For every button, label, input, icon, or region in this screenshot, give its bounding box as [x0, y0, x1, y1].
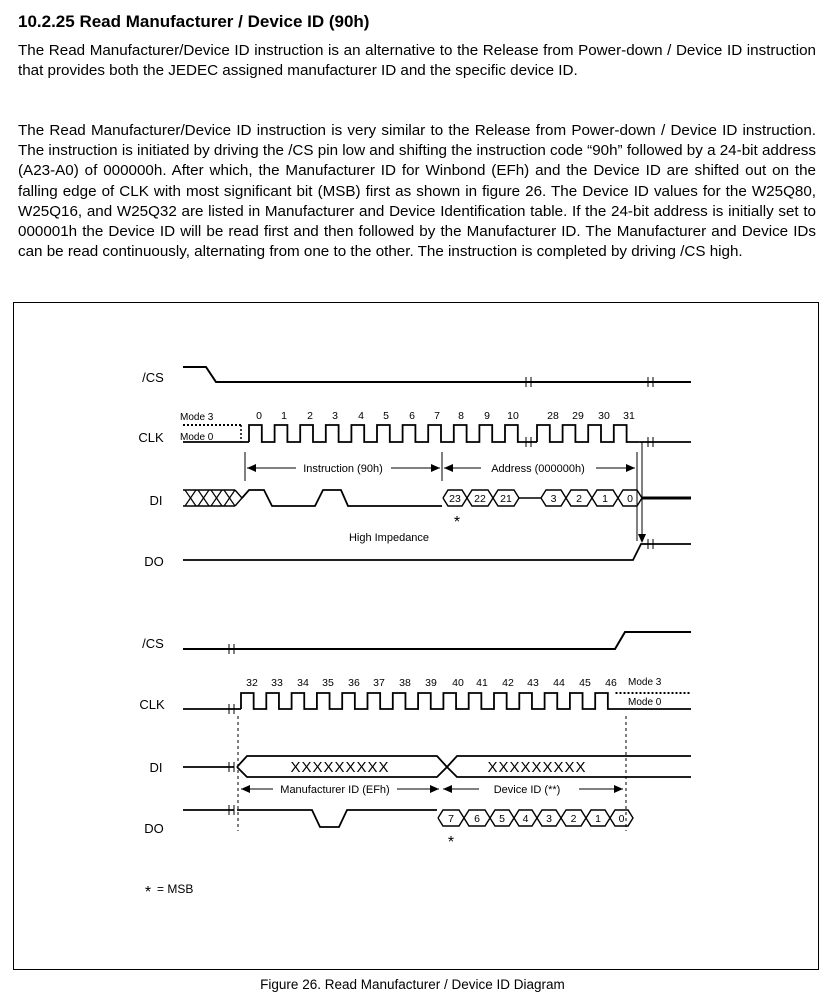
address-bit-label: 1: [602, 493, 608, 505]
device-bit-label: 0: [618, 813, 625, 825]
clock-number-bottom: 35: [322, 677, 334, 689]
instruction-arrowhead-right: [431, 464, 440, 472]
clock-number-top: 31: [623, 410, 635, 422]
device-bit-label: 4: [522, 813, 529, 825]
clock-number-bottom: 32: [246, 677, 258, 689]
msb-mark-top: *: [453, 514, 461, 531]
clock-number-top: 29: [572, 410, 584, 422]
cs-waveform-bottom: [183, 632, 691, 649]
section-heading: 10.2.25 Read Manufacturer / Device ID (90h): [18, 12, 370, 31]
clk-pulses-top-a: [249, 425, 531, 442]
device-arrowhead-left: [443, 785, 452, 793]
clock-number-bottom: 46: [605, 677, 617, 689]
device-id-label: Device ID (**): [493, 784, 561, 796]
clock-number-top: 6: [409, 410, 415, 422]
clock-number-bottom: 38: [399, 677, 411, 689]
mode0-label-bottom: Mode 0: [628, 697, 662, 708]
do-label-top: DO: [144, 554, 164, 569]
clock-number-bottom: 34: [297, 677, 309, 689]
address-bit-label: 21: [500, 493, 512, 505]
figure-frame: [13, 302, 819, 970]
mode0-label-top: Mode 0: [180, 432, 214, 443]
di-dont-care-device: XXXXXXXXX: [487, 759, 587, 776]
mode3-label-top: Mode 3: [180, 412, 214, 423]
clock-number-bottom: 40: [452, 677, 464, 689]
device-bit-label: 6: [474, 813, 480, 825]
do-label-bottom: DO: [144, 821, 164, 836]
clock-number-top: 4: [358, 410, 364, 422]
instruction-arrowhead-left: [247, 464, 256, 472]
address-arrowhead-left: [444, 464, 453, 472]
clk-label-bottom: CLK: [139, 697, 165, 712]
msb-legend-label: = MSB: [157, 882, 194, 896]
clk-pulses-top-b: [537, 425, 639, 442]
device-bit-label: 1: [595, 813, 601, 825]
figure-caption: Figure 26. Read Manufacturer / Device ID Diagram: [260, 977, 565, 992]
device-bit-label: 7: [448, 813, 454, 825]
do-waveform-top: [183, 544, 691, 560]
clock-number-bottom: 42: [502, 677, 514, 689]
device-bit-label: 5: [499, 813, 505, 825]
clk-pulses-bottom: [241, 693, 621, 709]
clock-number-top: 3: [332, 410, 338, 422]
mode3-label-bottom: Mode 3: [628, 677, 662, 688]
clock-number-top: 30: [598, 410, 610, 422]
clock-number-bottom: 41: [476, 677, 488, 689]
manufacturer-arrowhead-left: [241, 785, 250, 793]
description-paragraph: The Read Manufacturer/Device ID instruction is very similar to the Release from Power-down / Device ID instruction. The instruction is initiated by driving the /CS pin low and shifting the instruction code “90h” followed by a 24-bit address (A23-A0) of 000000h. After which, the Manufacturer ID for Winbond (EFh) and the Device ID are shifted out on the falling edge of CLK with most significant bit (MSB) first as shown in figure 26. The Device ID values for the W25Q80, W25Q16, and W25Q32 are listed in Manufacturer and Device Identification table. If the 24-bit address is initially set to 000001h the Device ID will be read first and then followed by the Manufacturer ID. The Manufacturer and Device IDs can be read continuously, alternating from one to the other. The instruction is completed by driving /CS high.: [18, 122, 816, 261]
address-bit-label: 3: [550, 493, 557, 505]
device-bit-label: 2: [570, 813, 577, 825]
clock-number-top: 5: [383, 410, 389, 422]
clock-number-top: 10: [507, 410, 519, 422]
clock-number-top: 9: [484, 410, 490, 422]
cs-label-bottom: /CS: [142, 636, 164, 651]
cs-label-top: /CS: [142, 370, 164, 385]
clock-number-bottom: 39: [425, 677, 437, 689]
address-bit-label: 0: [627, 493, 633, 505]
device-arrowhead-right: [614, 785, 623, 793]
di-dont-care-manufacturer: XXXXXXXXX: [290, 759, 390, 776]
msb-legend-symbol: *: [144, 884, 152, 901]
cs-waveform-top: [183, 367, 691, 382]
clock-number-bottom: 37: [373, 677, 385, 689]
clock-number-top: 8: [458, 410, 464, 422]
manufacturer-arrowhead-right: [430, 785, 439, 793]
instruction-label: Instruction (90h): [303, 463, 383, 475]
address-bit-label: 2: [576, 493, 582, 505]
timing-diagram: [14, 303, 820, 971]
address-arrowhead-right: [626, 464, 635, 472]
clock-number-top: 7: [434, 410, 440, 422]
address-bit-label: 22: [474, 493, 486, 505]
high-impedance-label: High Impedance: [348, 532, 430, 544]
clock-number-top: 28: [547, 410, 559, 422]
clock-number-top: 0: [256, 410, 262, 422]
clock-number-top: 1: [281, 410, 287, 422]
clock-number-bottom: 43: [527, 677, 539, 689]
manufacturer-id-label: Manufacturer ID (EFh): [280, 784, 390, 796]
di-instruction-waveform: [242, 490, 442, 506]
clock-number-bottom: 36: [348, 677, 360, 689]
device-bit-label: 3: [546, 813, 552, 825]
clock-number-bottom: 44: [553, 677, 565, 689]
clock-number-bottom: 45: [579, 677, 591, 689]
clk-label-top: CLK: [138, 430, 164, 445]
clock-number-bottom: 33: [271, 677, 283, 689]
di-label-bottom: DI: [149, 760, 163, 775]
di-top-close: [235, 490, 242, 506]
clk-to-do-arrowhead: [638, 534, 646, 543]
clock-number-top: 2: [307, 410, 313, 422]
intro-paragraph: The Read Manufacturer/Device ID instruction is an alternative to the Release from Power-down / Device ID instruction that provides both the JEDEC assigned manufacturer ID and the specific device ID.: [18, 42, 816, 80]
address-label: Address (000000h): [491, 463, 585, 475]
address-bit-label: 23: [449, 493, 461, 505]
msb-mark-bottom: *: [447, 834, 455, 851]
di-label-top: DI: [149, 493, 163, 508]
do-manufacturer-waveform: [237, 810, 437, 827]
